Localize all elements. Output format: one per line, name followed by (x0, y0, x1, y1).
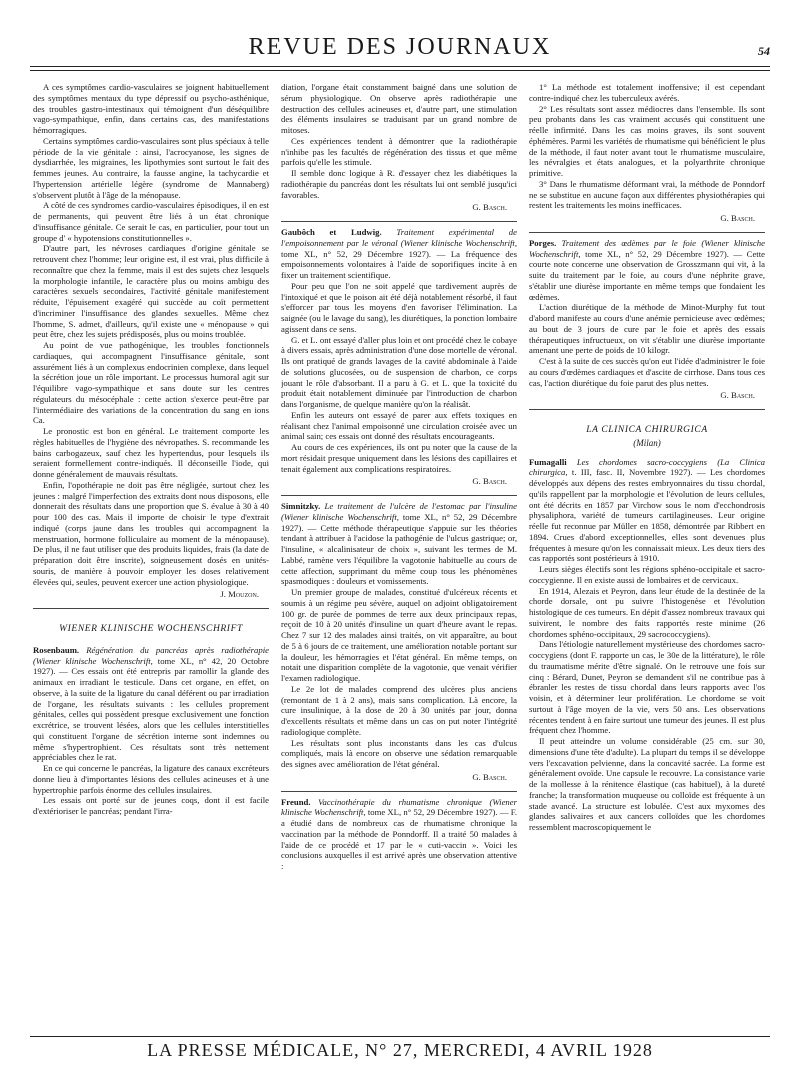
paragraph: Les essais ont porté sur de jeunes coqs, dont il est facile d'extérioriser le pancréas; pendant l'irra- (33, 795, 269, 816)
paragraph: G. et L. ont essayé d'aller plus loin et ont procédé chez le cobaye à divers essais, après administration d'une dose mortelle de véronal. Ils ont pratiqué de grands lavages de la cavité abdominale à l'aide de solutions glucosées, ou de suspension de charbon, ce corps jouant le rôle d'absorbant. Il a paru à G. et L. que la toxicité du produit était notablement diminuée par l'introduction de charbon dans l'organisme, de quelque manière qu'on la réalisât. (281, 334, 517, 409)
section-divider (529, 409, 765, 449)
paragraph: Pour peu que l'on ne soit appelé que tardivement auprès de l'intoxiqué et que le poison ait été déjà notablement résorbé, il faut s'efforcer par tous les moyens d'en favoriser l'élimination. La saignée (ou le lavage du sang), les diurétiques, la ponction lombaire agissent dans ce sens. (281, 280, 517, 334)
article-block (281, 495, 517, 783)
paragraph: Il peut atteindre un volume considérable (25 cm. sur 30, dimensions d'une tête d'adulte). La plupart du temps il se développe vers l'excavation pelvienne, dans la concavité sacrée. La forme est généralement ovoïde. Une capsule le recouvre. La consistance varie de la mollesse à la rénitence élastique (cas habituel), à la dureté franche; la transformation muqueuse ou colloïde est fréquente à un stade avancé. La structure est lobulée. C'est aux myxomes des glandes salivaires et aux cancers colloïdes que les chordomes ressemblent macroscopiquement le (529, 736, 765, 832)
article-author: Rosenbaum. (33, 644, 80, 655)
paragraph: Leurs sièges électifs sont les régions sphéno-occipitale et sacro-coccygienne. Il en existe aussi de lombaires et de cervicaux. (529, 564, 765, 585)
paragraph: C'est à la suite de ces succès qu'on eut l'idée d'administrer le foie au cours d'œdèmes cardiaques et d'ascite de cirrhose. Dans tous ces cas, l'action diurétique du foie parut des plus nettes. (529, 356, 765, 388)
paragraph: A ces symptômes cardio-vasculaires se joignent habituellement des symptômes mentaux du type dépressif ou psycho-asthénique, des troubles gastro-intestinaux qui témoignent d'un déséquilibre vago-sympathique, enfin, dans certains cas, des manifestations hémorragiques. (33, 82, 269, 135)
article-block (281, 791, 517, 872)
paragraph: 2° Les résultats sont assez médiocres dans l'ensemble. Ils sont peu probants dans les cas vraiment accusés qui constituent une réelle infirmité. Dans les cas moins graves, ils sont souvent éphémères. Parmi les variétés de rhumatisme qui bénéficient le plus de la méthode, il faut noter avant tout le rhumatisme musculaire, les névralgies et états analogues, et la polyarthrite chronique primitive. (529, 103, 765, 178)
article-source: (Wiener klinische Wochenschrift, (281, 511, 399, 522)
article-author: Porges. (529, 237, 557, 248)
article-block (529, 232, 765, 401)
paragraph: En 1914, Alezais et Peyron, dans leur étude de la destinée de la chorde dorsale, ont pu suivre l'histogenèse et l'évolution histologique de ces tumeurs. En dépit d'assez nombreux travaux qui suivirent, le nombre des faits rapportés reste minime (26 chordomes sphéno-occipitaux, 29 sacrococcygiens). (529, 585, 765, 639)
article-intro (281, 501, 517, 587)
article-title: Traitement expérimental de l'empoisonnement par le véronal (281, 227, 517, 248)
journal-section-city: (Milan) (633, 437, 661, 448)
author-signature: G. Basch. (720, 213, 755, 223)
paragraph: Dans l'étiologie naturellement mystérieuse des chordomes sacro-coccygiens (dont F. rapporte un cas, le 30e de la littérature), le rôle du traumatisme mérite d'être signalé. On le retrouve une fois sur cinq : Bérard, Dunet, Peyron se demandent s'il ne contribue pas à ébranler les restes de tissu chordal dans leurs rapports avec l'os voisin, et à déterminer leur prolifération. Le chordome se voit surtout à l'âge moyen de la vie, vers 50 ans. Les observations récentes tendent à en faire surtout une tumeur des jeunes. Il est plus fréquent chez l'homme. (529, 639, 765, 736)
article-source: (Wiener klinische Wochenschrift, (281, 796, 517, 818)
paragraph: Au cours de ces expériences, ils ont pu noter que la cause de la mort résidait presque uniquement dans les lésions des capillaires et tenait également aux complications respiratoires. (281, 442, 517, 474)
article-intro (33, 645, 269, 763)
article-intro (281, 797, 517, 872)
paragraph: L'action diurétique de la méthode de Minot-Murphy fut tout d'abord manifeste au cours d'une anémie pernicieuse avec œdèmes; au bout de 3 jours de cure par le foie et après des essais thérapeutiques infructueux, on vit s'établir une diurèse importante amenant une perte de poids de 10 kilogr. (529, 302, 765, 356)
paragraph: Enfin les auteurs ont essayé de parer aux effets toxiques en réalisant chez l'animal empoisonné une circulation croisée avec un animal sain; ces essais ont donné des résultats encourageants. (281, 409, 517, 442)
paragraph: 1° La méthode est totalement inoffensive; il est cependant contre-indiqué chez les tuberculeux avérés. (529, 82, 765, 103)
article-text: t. III, fasc. II, Novembre 1927). — Les chordomes développés aux dépens des restes embryonnaires du tissu chordal, qu'ils rappellent par la morphologie et l'évolution de leurs cellules, ont été décrits en 1857 par Virchow sous le nom d'ecchondrosis physaliphora, variété de tumeurs cartilagineuses. Leur origine réelle fut reconnue par Müller en 1858, démontrée par Ribbert en 1894. Crues d'abord exceptionnelles, elles sont devenues plus fréquentes à mesure qu'on les connaissait mieux. Les deux tiers des cas rapportés sont postérieurs à 1910. (529, 467, 765, 564)
author-signature: G. Basch. (472, 202, 507, 213)
column-right (529, 82, 765, 1032)
article-title: Vaccinothérapie du rhumatisme chronique (318, 796, 482, 807)
article-title: Régénération du pancréas après radiothérapie (86, 644, 269, 655)
journal-section-title: REVUE DES JOURNAUX (248, 34, 552, 60)
paragraph: Les résultats sont plus inconstants dans les cas d'ulcus compliqués, mais là encore on observe une sédation remarquable des signes avec amélioration de l'état général. (281, 737, 517, 769)
paragraph: Certains symptômes cardio-vasculaires sont plus spéciaux à telle période de la vie génitale : ainsi, l'acrocyanose, les signes de dysdiarrhée, les migraines, les lipothymies sont surtout le fait des femmes jeunes. Au contraire, la fausse angine, la tachycardie et l'hypertension artérielle légère (syndrome de Mannaberg) s'observent plutôt à l'âge de la ménopause. (33, 135, 269, 200)
paragraph: Le 2e lot de malades comprend des ulcères plus anciens (remontant de 1 à 2 ans), mais sans complication. Là encore, la cure insulinique, à la dose de 20 à 30 unités par jour, donna d'excellents résultats et même dans un cas on put noter l'intégrité radiologique complète. (281, 683, 517, 737)
article-source: (Wiener klinische Wochenschrift, (400, 237, 517, 248)
article-block (281, 221, 517, 487)
author-signature: J. Mouzon. (220, 589, 259, 600)
paragraph: Au point de vue pathogénique, les troubles fonctionnels cardiaques, qui accompagnent l'insuffisance génitale, sont assurément liés à un complexus endocrinien complexe, dans lequel la sécrétion joue un rôle important. Le processus humoral agit sur l'équilibre vago-sympathique et sans doute sur les centres régulateurs du mésocéphale : cette action s'exerce peut-être par l'intermédiaire des variations de la concentration du sang en ions Ca. (33, 340, 269, 426)
article-text: tome XL, n° 42, 20 Octobre 1927). — Ces essais ont été entrepris par ramollir la glande des animaux en irradiant le testicule. Dans cet organe, en effet, on observe, à la suite de la ligature du canal déférent ou par irradiation de l'organe, les résultats suivants : les cellules proprement génitales, celles qui possèdent presque exclusivement une fonction excrétrice, se trouvent lésées, alors que les cellules interstitielles qui constituent l'organe de sécrétion interne sont indemnes ou même s'hypertrophient. Ces résultats sont très nettement appréciables chez le rat. (33, 655, 269, 763)
paragraph: Un premier groupe de malades, constitué d'ulcéreux récents et soumis à un régime peu sévère, auquel on adjoint obligatoirement 100 gr. de purée de pommes de terre aux deux principaux repas, reçoit de 10 à 20 unités d'insuline un quart d'heure avant le repas. Chez 7 sur 12 des malades ainsi traités, on vit apparaître, au bout de 5 à 6 jours de ce traitement, une amélioration notable portant sur la douleur, les hémorragies et l'état général. En même temps, on notait une disparition complète de la vagotonie, que venait vérifier l'examen radiologique. (281, 587, 517, 683)
column-left (33, 82, 269, 1032)
article-title: Les chordomes sacro-coccygiens (576, 456, 708, 467)
article-intro (529, 457, 765, 565)
article-text: tome XL, n° 52, 29 Décembre 1927). — La fréquence des empoisonnements volontaires à l'aide de soporifiques incite à en fixer un traitement scientifique. (281, 248, 517, 280)
paragraph: Ces expériences tendent à démontrer que la radiothérapie n'inhibe pas les facultés de régénération des tissus et que même parfois qu'elle les stimule. (281, 135, 517, 168)
header-rule (30, 66, 770, 67)
page-header (30, 34, 770, 64)
article-intro (529, 238, 765, 303)
article-source: (Wiener klinische Wochenschrift, (33, 655, 153, 666)
article-text: tome XL, n° 52, 29 Décembre 1927). — Cette courte note concerne une observation de Grosszmann qui vit, à la suite du traitement par le foie, au cours d'une néphrite grave, s'établir une diurèse importante en même temps que fondaient les œdèmes. (529, 248, 765, 302)
section-divider (33, 608, 269, 635)
article-author: Gaubôch et Ludwig. (281, 227, 382, 237)
article-text: tome XL, n° 52, 29 Décembre 1927). — F. a étudié dans de nombreux cas de rhumatisme chronique la vaccination par la méthode de Ponndorff. Il a traité 50 malades à l'aide de ce procédé et 17 par le « cuti-vaccin ». Voici les conclusions auxquelles il est arrivé après une observation attentive : (281, 807, 517, 871)
paragraph: Le pronostic est bon en général. Le traitement comporte les règles habituelles de l'hygiène des névropathes. S. recommande les bains carbogazeux, sauf chez les hypertendus, pour lesquels ils seraient formellement contre-indiqués. Il déconseille l'iode, qui donne généralement de mauvais résultats. (33, 426, 269, 479)
header-rule-thin (30, 70, 770, 71)
paragraph: Il semble donc logique à R. d'essayer chez les diabétiques la radiothérapie du pancréas dont les résultats lui ont semblé jusqu'ici favorables. (281, 168, 517, 200)
paragraph: diation, l'organe était constamment baigné dans une solution de sérum physiologique. On observe après radiothérapie une destruction des cellules acineuses et, d'autre part, une stimulation des éléments insulaires se traduisant par un grand nombre de mitoses. (281, 82, 517, 135)
paragraph: 3° Dans le rhumatisme déformant vrai, la méthode de Ponndorf ne se substitue en aucune façon aux différentes physiothérapies qui restent les traitements les moins inefficaces. (529, 178, 765, 211)
author-signature: G. Basch. (720, 390, 755, 401)
column-middle (281, 82, 517, 1032)
article-source: (Wiener klinische Wochenschrift, (529, 237, 765, 259)
page-footer (30, 1036, 770, 1065)
article-author: Freund. (281, 796, 311, 807)
paragraph: A côté de ces syndromes cardio-vasculaires épisodiques, il en est de permanents, qui peuvent être liés à un état chronique d'insuffisance génitale. Ce serait le cas, en particulier, pour tout un groupe d' « hypotensions constitutionnelles ». (33, 200, 269, 243)
paragraph: Enfin, l'opothérapie ne doit pas être négligée, surtout chez les jeunes : malgré l'imperfection des extraits dont nous disposons, elle donnerait des résultats dans une proportion que S. évalue à 30 à 40 pour 100 des cas. Mais il importe de choisir le type d'extrait indiqué (corps jaune dans les troubles qui accompagnent la menstruation, hormone folliculaire au moment de la ménopause). De plus, il ne faut utiliser que des produits liquides, frais (la date de préparation doit être inscrite), soigneusement dosés en unités-souris, de manière à pouvoir employer les doses relativement élevées qui, seules, peuvent exercer une action physiologique. (33, 479, 269, 587)
author-signature: G. Basch. (472, 771, 507, 782)
article-author: Fumagalli (529, 456, 567, 467)
author-signature: G. Basch. (472, 476, 507, 487)
article-source: (La Clinica chirurgica, (529, 456, 765, 478)
footer-imprint: LA PRESSE MÉDICALE, N° 27, MERCREDI, 4 AVRIL 1928 (147, 1040, 653, 1060)
paragraph: D'autre part, les névroses cardiaques d'origine génitale se retrouvent chez l'homme; leur origine est, il est vrai, plus difficile à reconnaître que chez la femme, mais il est des sujets chez lesquels la morphologie infantile, le caractère plus ou moins ambigu des caractères sexuels secondaires, l'activité génitale manifestement réduite, l'épuisement exagéré qui succède au coït permettent d'incriminer l'insuffisance des glandes sexuelles. Même chez l'homme, S. admet, d'ailleurs, qu'il existe une « ménopause » qui peut être, chez les sujets prédisposés, plus ou moins troublée. (33, 243, 269, 340)
article-title: Traitement des œdèmes par le foie (561, 237, 697, 248)
article-author: Simnitzky. (281, 501, 321, 511)
article-text: tome XL, n° 52, 29 Décembre 1927). — Cette méthode thérapeutique s'appuie sur les théories tendant à attribuer à l'acidose la pathogénie de l'ulcus gastrique; or, l'insuline, « alcalinisateur de choix », suivant les termes de M. Labbé, ramène vers l'équilibre la vagotonie habituelle au cours de cette affection, supprimant du même coup tous les phénomènes spasmodiques : douleurs et vomissements. (281, 511, 517, 587)
article-intro (281, 227, 517, 281)
article-title: Le traitement de l'ulcère de l'estomac par l'insuline (324, 501, 517, 511)
journal-section-heading: WIENER KLINISCHE WOCHENSCHRIFT (59, 624, 243, 634)
journal-section-heading: LA CLINICA CHIRURGICA (586, 425, 708, 435)
page-number: 54 (758, 44, 770, 58)
paragraph: En ce qui concerne le pancréas, la ligature des canaux excréteurs donne lieu à d'importantes lésions des cellules acineuses et à une hypertrophie parfois énorme des cellules insulaires. (33, 763, 269, 795)
